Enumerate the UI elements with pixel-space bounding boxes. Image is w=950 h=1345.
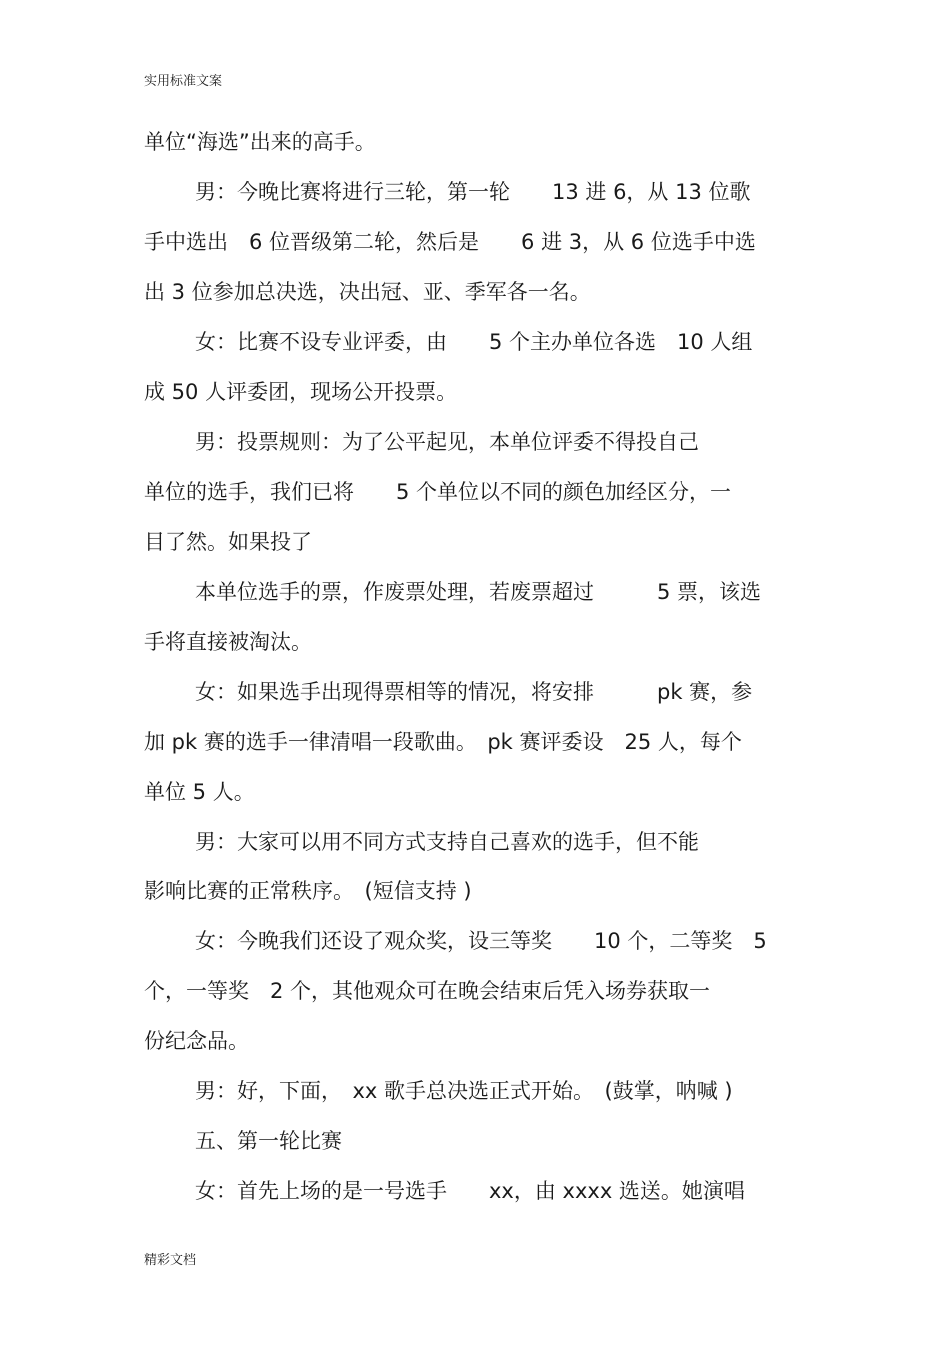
page-footer: 精彩文档: [144, 1253, 197, 1268]
section-heading: 五、第一轮比赛: [195, 1129, 342, 1153]
text-line: 单位“海选”出来的高手。: [144, 130, 376, 154]
text-line: 加 pk 赛的选手一律清唱一段歌曲。 pk 赛评委设 25 人，每个: [144, 730, 742, 754]
text-line: 男：投票规则：为了公平起见，本单位评委不得投自己: [195, 430, 699, 454]
text-line: 单位 5 人。: [144, 780, 255, 804]
text-line: 男：今晚比赛将进行三轮，第一轮 13 进 6，从 13 位歌: [195, 180, 751, 204]
page-header: 实用标准文案: [144, 74, 223, 89]
text-line: 影响比赛的正常秩序。 (短信支持 ): [144, 879, 472, 903]
text-line: 个，一等奖 2 个，其他观众可在晚会结束后凭入场券获取一: [144, 979, 711, 1003]
text-line: 目了然。如果投了: [144, 530, 312, 554]
text-line: 女：比赛不设专业评委，由 5 个主办单位各选 10 人组: [195, 330, 753, 354]
text-line: 单位的选手，我们已将 5 个单位以不同的颜色加经区分，一: [144, 480, 732, 504]
text-line: 成 50 人评委团，现场公开投票。: [144, 380, 458, 404]
text-line: 女：首先上场的是一号选手 xx，由 xxxx 选送。她演唱: [195, 1179, 745, 1203]
text-line: 男：大家可以用不同方式支持自己喜欢的选手，但不能: [195, 830, 699, 854]
text-line: 手中选出 6 位晋级第二轮，然后是 6 进 3，从 6 位选手中选: [144, 230, 756, 254]
text-line: 本单位选手的票，作废票处理，若废票超过 5 票，该选: [195, 580, 762, 604]
text-line: 女：如果选手出现得票相等的情况，将安排 pk 赛，参: [195, 680, 753, 704]
text-line: 手将直接被淘汰。: [144, 630, 312, 654]
text-line: 男：好，下面， xx 歌手总决选正式开始。 (鼓掌，呐喊 ): [195, 1079, 733, 1103]
text-line: 出 3 位参加总决选，决出冠、亚、季军各一名。: [144, 280, 591, 304]
text-line: 份纪念品。: [144, 1029, 249, 1053]
text-line: 女：今晚我们还设了观众奖，设三等奖 10 个，二等奖 5: [195, 929, 767, 953]
